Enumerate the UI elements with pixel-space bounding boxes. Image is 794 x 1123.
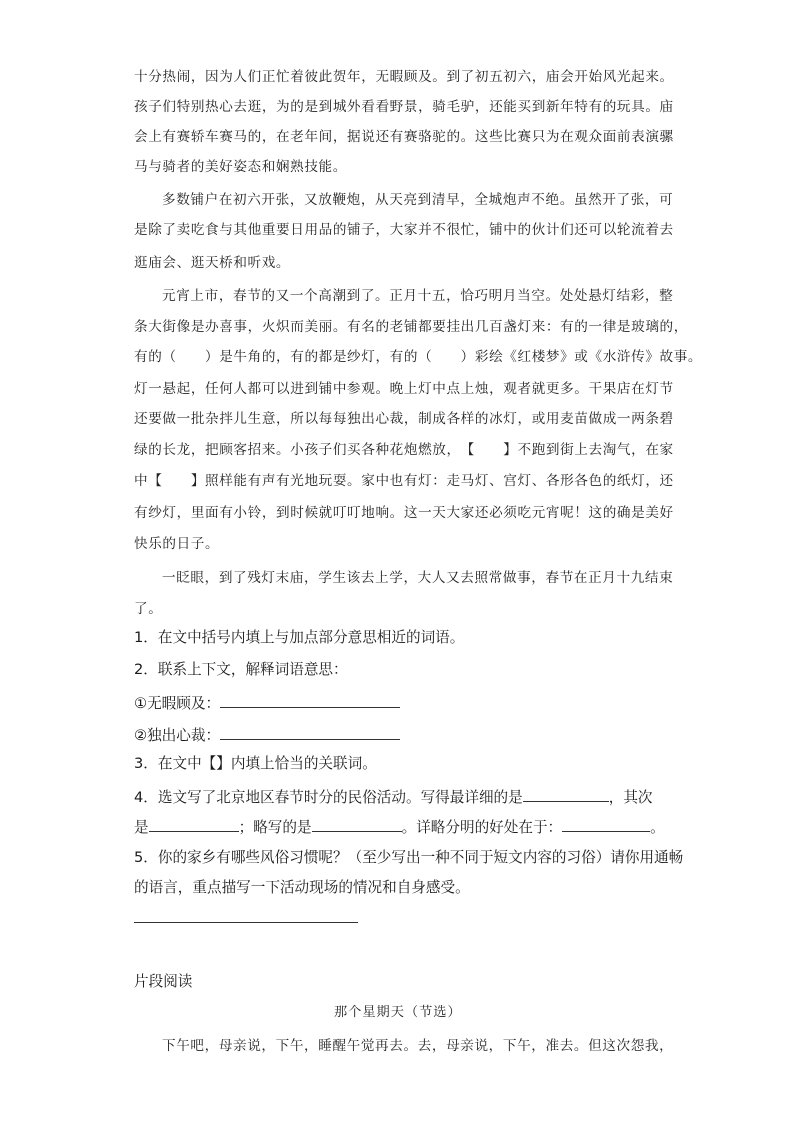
passage-line: 绿 的 长 龙 ， 把 顾 客 招 来 。 小 孩 子 们 买 各 种 花 炮 燃 放 ， 【 】 不 跑 到 街 上 去 淘 气 ， 在 家 bbox=[134, 442, 674, 458]
passage-line: 有 纱 灯 ， 里 面 有 小 铃 ， 到 时 候 就 叮 叮 地 响 。 这 一 天 大 家 还 必 须 吃 元 宵 呢 ！ 这 的 确 是 美 好 bbox=[134, 505, 674, 521]
answer-blank[interactable] bbox=[312, 816, 402, 832]
question-4-line-1 bbox=[134, 786, 653, 808]
question-2b-label: ②独出心裁： bbox=[134, 727, 221, 744]
question-2b bbox=[134, 724, 400, 746]
question-4-text: 4．选文写了北京地区春节时分的民俗活动。写得最详细的是 bbox=[134, 789, 523, 806]
passage-line: 元 宵 上 市 ， 春 节 的 又 一 个 高 潮 到 了 。 正 月 十 五 ， 恰 巧 明 月 当 空 。 处 处 悬 灯 结 彩 ， 整 bbox=[162, 288, 674, 304]
question-5-line-1: 5．你的家乡有哪些风俗习惯呢？（至少写出一种不同于短文内容的习俗）请你用通畅 bbox=[134, 849, 684, 866]
answer-blank[interactable] bbox=[149, 816, 239, 832]
answer-line[interactable] bbox=[134, 922, 358, 923]
question-2a-label: ①无暇顾及： bbox=[134, 695, 221, 712]
answer-blank[interactable] bbox=[220, 724, 400, 740]
question-4-line-2 bbox=[134, 816, 665, 838]
passage-line: 了。 bbox=[134, 601, 163, 617]
passage-line: 中 【 】 照 样 能 有 声 有 光 地 玩 耍 。 家 中 也 有 灯 ： 走 马 灯 、 宫 灯 、 各 形 各 色 的 纸 灯 ， 还 bbox=[134, 473, 674, 489]
passage-line: 孩 子 们 特 别 热 心 去 逛 ， 为 的 是 到 城 外 看 看 野 景 ， 骑 毛 驴 ， 还 能 买 到 新 年 特 有 的 玩 具 。 庙 bbox=[134, 99, 674, 115]
question-5-line-2: 的语言，重点描写一下活动现场的情况和自身感受。 bbox=[134, 879, 470, 896]
passage-line: 下 午 吧 ， 母 亲 说 ， 下 午 ， 睡 醒 午 觉 再 去 。 去 ， 母 亲 说 ， 下 午 ， 准 去 。 但 这 次 怨 我 ， bbox=[162, 1038, 674, 1054]
passage-title: 那个星期天（节选） bbox=[334, 1005, 462, 1020]
passage-line: 灯 一 悬 起 ， 任 何 人 都 可 以 进 到 铺 中 参 观 。 晚 上 灯 中 点 上 烛 ， 观 者 就 更 多 。 干 果 店 在 灯 节 bbox=[134, 381, 674, 397]
question-4-text: ，其次 bbox=[608, 789, 653, 806]
answer-blank[interactable] bbox=[220, 692, 400, 708]
question-4-text: ；略写的是 bbox=[238, 819, 312, 836]
answer-blank[interactable] bbox=[523, 786, 609, 802]
section-heading: 片段阅读 bbox=[134, 973, 193, 990]
passage-line: 是 除 了 卖 吃 食 与 其 他 重 要 日 用 品 的 铺 子 ， 大 家 并 不 很 忙 ， 铺 中 的 伙 计 们 还 可 以 轮 流 着 去 bbox=[134, 222, 674, 238]
passage-line: 有 的 （ ） 是 牛 角 的 ， 有 的 都 是 纱 灯 ， 有 的 （ ） 彩 绘 《 红 楼 梦 》 或 《 水 浒 传 》 故 事 。 bbox=[134, 349, 703, 365]
passage-line: 十 分 热 闹 ， 因 为 人 们 正 忙 着 彼 此 贺 年 ， 无 暇 顾 及 。 到 了 初 五 初 六 ， 庙 会 开 始 风 光 起 来 。 bbox=[134, 69, 674, 85]
passage-line: 会 上 有 赛 轿 车 赛 马 的 ， 在 老 年 间 ， 据 说 还 有 赛 骆 驼 的 。 这 些 比 赛 只 为 在 观 众 面 前 表 演 骡 bbox=[134, 129, 674, 145]
question-1: 1．在文中括号内填上与加点部分意思相近的词语。 bbox=[134, 629, 465, 646]
question-3: 3．在文中【】内填上恰当的关联词。 bbox=[134, 755, 377, 772]
question-2: 2．联系上下文，解释词语意思： bbox=[134, 661, 348, 678]
answer-blank[interactable] bbox=[562, 816, 650, 832]
passage-line: 马与骑者的美好姿态和娴熟技能。 bbox=[134, 159, 347, 175]
question-4-text: 。详略分明的好处在于： bbox=[401, 819, 563, 836]
question-4-text: 是 bbox=[134, 819, 149, 836]
question-2a bbox=[134, 692, 400, 714]
passage-line: 条 大 街 像 是 办 喜 事 ， 火 炽 而 美 丽 。 有 名 的 老 铺 都 要 挂 出 几 百 盏 灯 来 ： 有 的 一 律 是 玻 璃 的 ， bbox=[134, 319, 688, 335]
passage-line: 多 数 铺 户 在 初 六 开 张 ， 又 放 鞭 炮 ， 从 天 亮 到 清 早 ， 全 城 炮 声 不 绝 。 虽 然 开 了 张 ， 可 bbox=[162, 192, 674, 208]
passage-line: 一 眨 眼 ， 到 了 残 灯 末 庙 ， 学 生 该 去 上 学 ， 大 人 又 去 照 常 做 事 ， 春 节 在 正 月 十 九 结 束 bbox=[162, 570, 674, 586]
question-4-text: 。 bbox=[650, 819, 665, 836]
passage-line: 快乐的日子。 bbox=[134, 536, 220, 552]
passage-line: 逛庙会、逛天桥和听戏。 bbox=[134, 255, 291, 271]
passage-line: 还 要 做 一 批 杂 拌 儿 生 意 ， 所 以 每 每 独 出 心 裁 ， 制 成 各 样 的 冰 灯 ， 或 用 麦 苗 做 成 一 两 条 碧 bbox=[134, 411, 674, 427]
